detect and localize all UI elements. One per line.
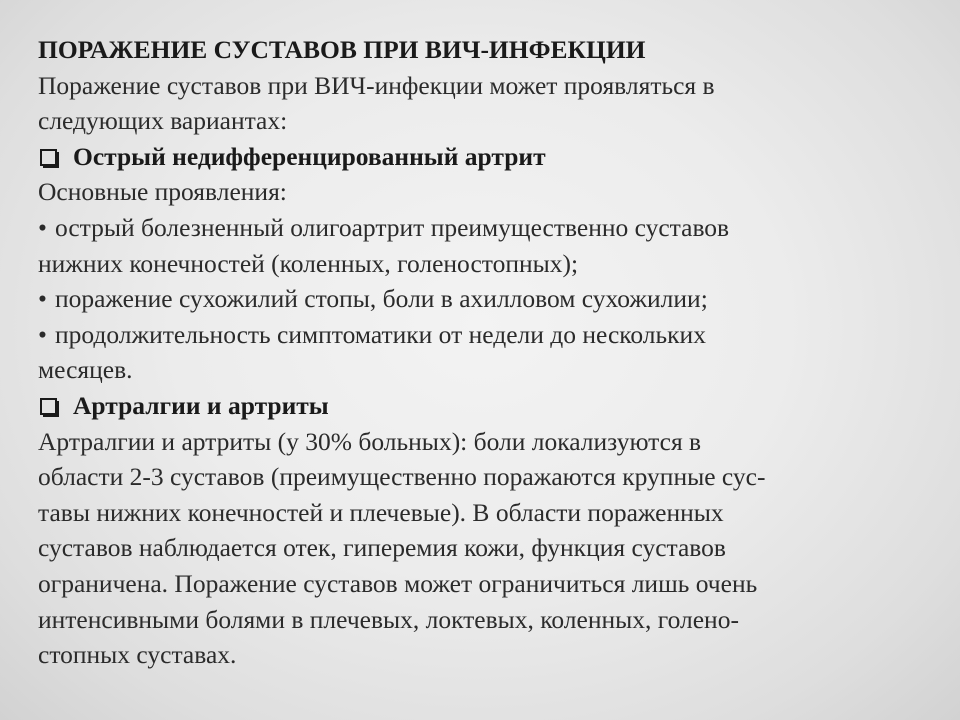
bullet-item-1-line-1 (38, 210, 898, 246)
bullet-symbol: • (38, 212, 47, 242)
bullet-item-3-text: продолжительность симптоматики от недели до нескольких (54, 319, 706, 349)
intro-line-1: Поражение суставов при ВИЧ-инфекции может проявляться в (38, 70, 715, 100)
bullet-item-2-text: поражение сухожилий стопы, боли в ахилловом сухожилии; (54, 284, 708, 314)
bullet-symbol: • (38, 284, 47, 314)
checkbox-icon (40, 398, 57, 415)
section2-paragraph-line-4: суставов наблюдается отек, гиперемия кожи, функция суставов (38, 533, 726, 563)
section1-heading (38, 139, 898, 175)
section2-paragraph-line-2: области 2-3 суставов (преимущественно поражаются крупные сус- (38, 462, 766, 492)
slide-title: ПОРАЖЕНИЕ СУСТАВОВ ПРИ ВИЧ-ИНФЕКЦИИ (38, 35, 646, 64)
bullet-symbol: • (38, 319, 47, 349)
section2-heading-text: Артралгии и артриты (73, 390, 329, 420)
checkbox-icon (40, 149, 57, 166)
section2-paragraph-line-7: стопных суставах. (38, 640, 237, 670)
section2-paragraph-line-6: интенсивными болями в плечевых, локтевых, коленных, голено- (38, 604, 739, 634)
section2-paragraph-line-1: Артралгии и артриты (у 30% больных): боли локализуются в (38, 426, 702, 456)
bullet-item-3-line-1 (38, 317, 898, 353)
bullet-item-1-text: острый болезненный олигоартрит преимущественно суставов (54, 212, 730, 242)
section1-heading-text: Острый недифференцированный артрит (73, 141, 546, 171)
bullet-item-2-line-1 (38, 281, 898, 317)
bullet-item-1-line-2: нижних конечностей (коленных, голеностопных); (38, 248, 579, 278)
section1-subheading: Основные проявления: (38, 177, 287, 207)
bullet-item-3-line-2: месяцев. (38, 355, 133, 385)
section2-heading (38, 388, 898, 424)
intro-line-2: следующих вариантах: (38, 106, 288, 136)
section2-paragraph-line-3: тавы нижних конечностей и плечевые). В области пораженных (38, 497, 724, 527)
section2-paragraph-line-5: ограничена. Поражение суставов может ограничиться лишь очень (38, 568, 758, 598)
slide-content (38, 32, 898, 673)
